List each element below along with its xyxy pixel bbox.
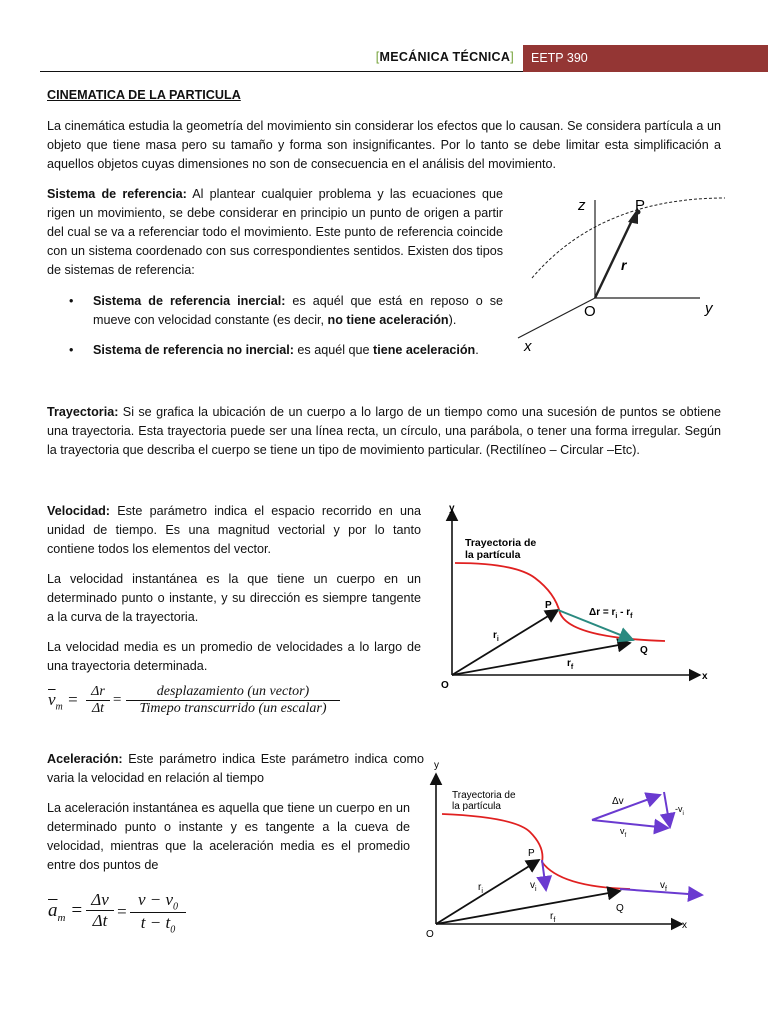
trajectory-title-1: Trayectoria de [452, 790, 516, 801]
trajectory-title-1: Trayectoria de [465, 537, 537, 549]
velocidad-paragraph: Velocidad: Este parámetro indica el espacio recorrido en una unidad de tiempo. Es una magnitud vectorial y por lo tanto contiene todos los elementos del vector. [47, 504, 422, 556]
sistema-label: Sistema de referencia: [47, 187, 187, 201]
page-heading: CINEMATICA DE LA PARTICULA [47, 88, 241, 102]
header-rule [40, 71, 523, 72]
velocidad-label: Velocidad: [47, 504, 110, 518]
header-code-badge: EETP 390 [523, 45, 768, 72]
delta-v-label: Δv [612, 796, 624, 807]
point-p-label: P [545, 600, 552, 611]
point-q-label: Q [616, 903, 624, 914]
z-axis-label: z [578, 197, 586, 214]
point-p-label: P [528, 848, 535, 859]
y-axis-label: y [449, 503, 455, 514]
point-p-label: P [635, 197, 646, 214]
trayectoria-paragraph: Trayectoria: Si se grafica la ubicación de un cuerpo a lo largo de un tiempo como una sucesión de puntos se obtiene una trayectoria. Esta trayectoria puede ser una línea recta, un círculo, una parábola, o tener una forma irregular. Según la trayectoria que describa el cuerpo se tiene un tipo de movimiento particular. (Rectilíneo – Circular –Etc). [47, 405, 721, 457]
header-title: [MECÁNICA TÉCNICA] [375, 50, 514, 64]
minus-vi-label: $-v_i$ [675, 804, 684, 817]
aceleracion-paragraph: Aceleración: Este parámetro indica Este parámetro indica como varia la velocidad en relación al tiempo [47, 752, 425, 785]
acceleration-trajectory-figure [420, 752, 720, 947]
aceleracion-instantanea-paragraph: La aceleración instantánea es aquella que tiene un cuerpo en un determinado punto o instante y es tangente a la cueva de velocidad, mientras que la aceleración media es el promedio entre dos puntos de [47, 801, 410, 872]
trayectoria-label: Trayectoria: [47, 405, 119, 419]
r-vector-label: r [621, 257, 627, 273]
sistema-paragraph: Sistema de referencia: Al plantear cualquier problema y las ecuaciones que rigen un movimiento, se debe considerar en principio un punto de origen a partir del cual se va a referenciar todo el movimiento. Este punto de referencia coincide con un sistema coordenado con sus correspondientes sentidos. Existen dos tipos de sistemas de referencia: [47, 187, 504, 277]
vf-small-label: $v_f$ [620, 826, 627, 839]
trajectory-title-2: la partícula [465, 549, 521, 561]
acceleration-mean-equation: $\overline{a}_m$ = Δv Δt = $v - v_0$ $t - t_0$ [48, 890, 198, 940]
y-axis-label: y [434, 760, 439, 771]
ri-label: $r_i$ [478, 882, 483, 895]
x-axis-label: x [702, 671, 708, 682]
bullet-no-inercial: • Sistema de referencia no inercial: es aquél que tiene aceleración. [69, 343, 479, 357]
delta-r-label: $\Delta r = r_i - r_f$ [589, 607, 633, 620]
reference-system-figure [510, 188, 735, 358]
velocity-mean-equation: $\overline{v}_m$ = Δr Δt = desplazamiento (un vector) Timepo transcurrido (un escalar) [48, 684, 348, 724]
origin-label: O [441, 680, 449, 691]
rf-label: $r_f$ [567, 658, 574, 671]
origin-label: O [584, 303, 596, 320]
velocity-trajectory-figure [425, 498, 725, 698]
x-axis-label: x [524, 338, 532, 355]
aceleracion-label: Aceleración: [47, 752, 123, 766]
origin-label: O [426, 929, 434, 940]
y-axis-label: y [705, 300, 713, 317]
velocidad-media-paragraph: La velocidad media es un promedio de velocidades a lo largo de una trayectoria determinada. [47, 640, 421, 673]
bullet-inercial: • Sistema de referencia inercial: es aquél que está en reposo o se mueve con velocidad constante (es decir, no tiene aceleración). [69, 294, 503, 327]
velocidad-instantanea-paragraph: La velocidad instantánea es la que tiene un cuerpo en un determinado punto o instante, y su dirección es siempre tangente a la curva de la trayectoria. [47, 572, 421, 624]
vi-label: $v_i$ [530, 880, 537, 893]
vf-label: $v_f$ [660, 880, 667, 893]
intro-paragraph: La cinemática estudia la geometría del movimiento sin considerar los efectos que lo causan. Se considera partícula a un objeto que tiene masa pero su tamaño y forma son insignificantes. Por lo tanto se debe limitar esta simplificación a aquellos objetos cuyas dimensiones no son de consecuencia en el análisis del movimiento. [47, 119, 721, 171]
x-axis-label: x [682, 920, 687, 931]
rf-label: $r_f$ [550, 911, 556, 924]
ri-label: $r_i$ [493, 630, 499, 643]
trajectory-title-2: la partícula [452, 801, 501, 812]
point-q-label: Q [640, 645, 648, 656]
